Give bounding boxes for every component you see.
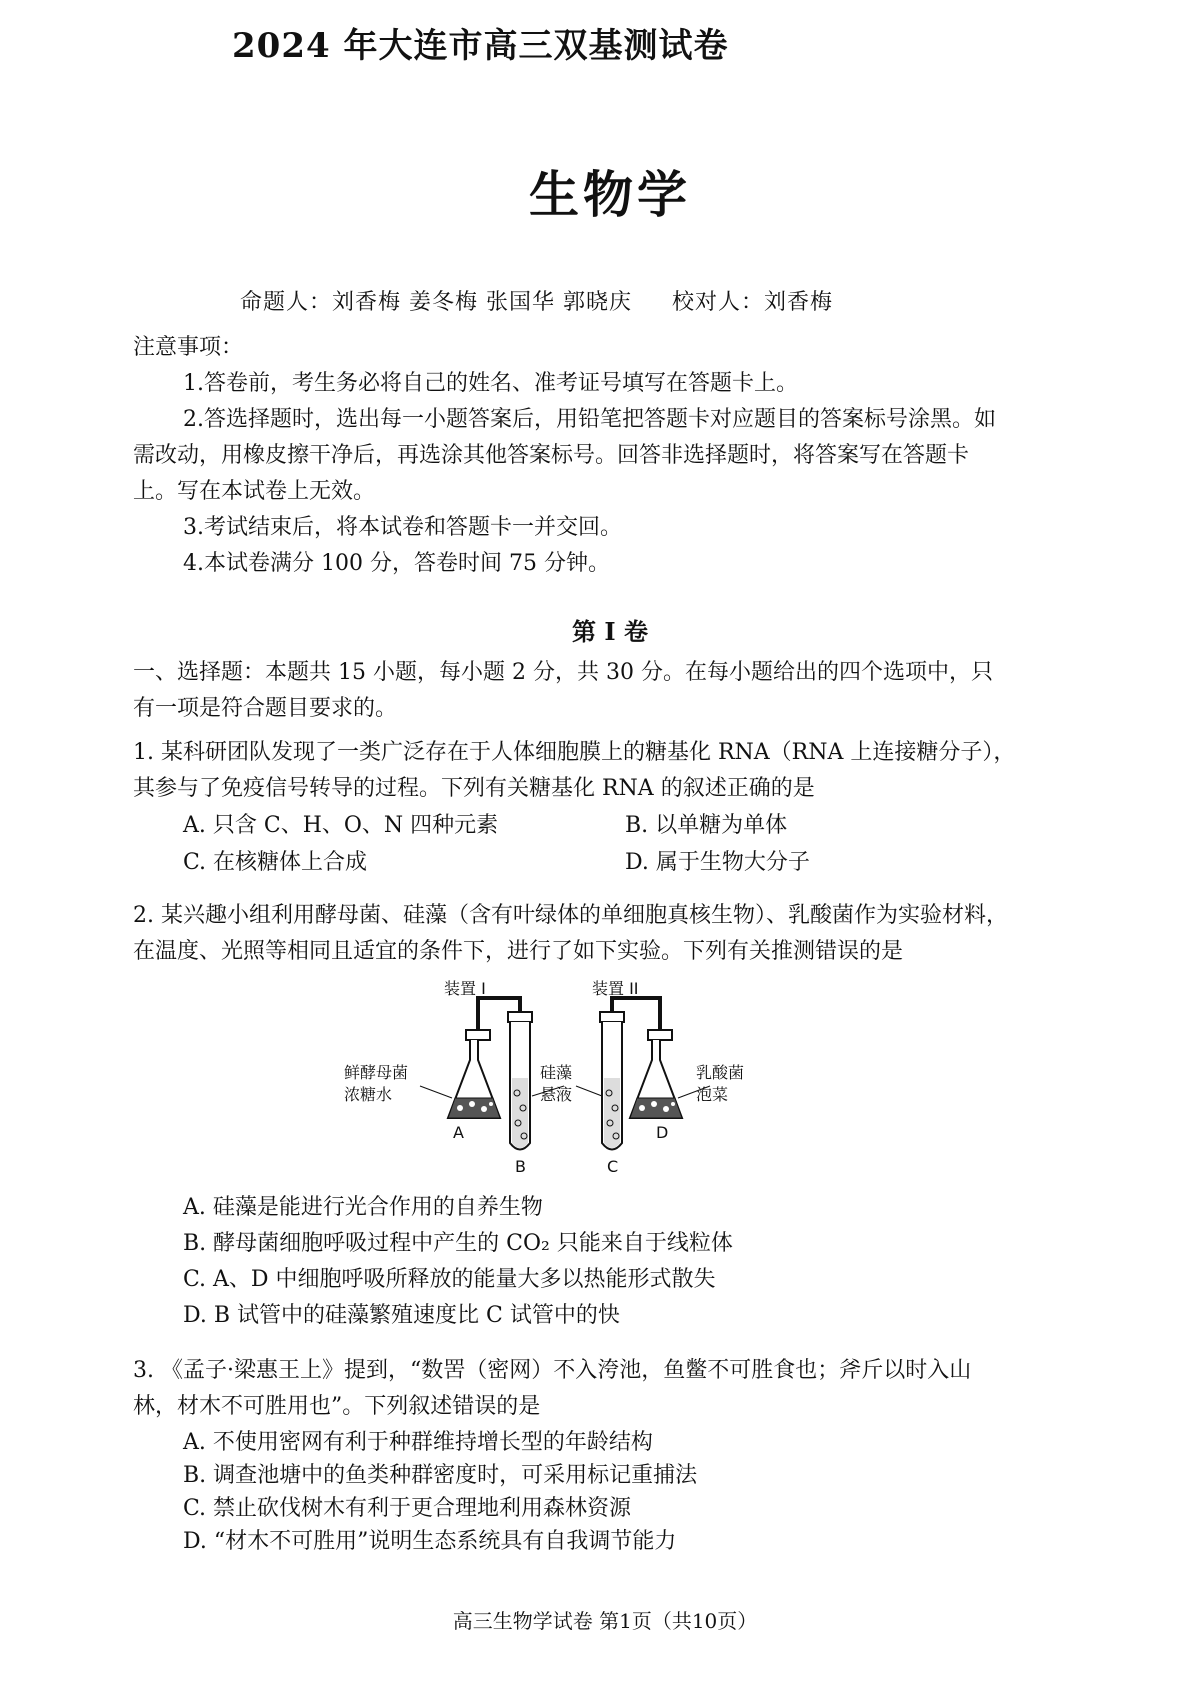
label-sugar-water: 浓糖水 [344,1085,393,1104]
label-d: D [656,1123,669,1142]
question-1-stem-line-1: 1. 某科研团队发现了一类广泛存在于人体细胞膜上的糖基化 RNA（RNA 上连接糖分子）， [133,740,1016,765]
test-tube-c [600,1012,624,1150]
question-3-stem-line-1: 3. 《孟子·梁惠王上》提到，“数罟（密网）不入洿池，鱼鳖不可胜食也；斧斤以时入山 [133,1358,972,1383]
question-3-option-c: C. 禁止砍伐树木有利于更合理地利用森林资源 [183,1496,632,1521]
notice-heading: 注意事项： [133,335,244,360]
question-1-option-c: C. 在核糖体上合成 [183,850,368,875]
authors-label: 命题人：刘香梅 姜冬梅 张国华 郭晓庆 [240,290,632,315]
notice-item-4: 4.本试卷满分 100 分，答卷时间 75 分钟。 [183,551,610,576]
label-suspension: 悬液 [540,1085,573,1104]
exam-title: 2024 年大连市高三双基测试卷 [232,26,729,66]
notice-item-2-line-1: 2.答选择题时，选出每一小题答案后，用铅笔把答题卡对应题目的答案标号涂黑。如 [183,407,996,432]
leader-line-c [576,1086,602,1096]
question-2-stem-line-1: 2. 某兴趣小组利用酵母菌、硅藻（含有叶绿体的单细胞真核生物）、乳酸菌作为实验材料， [133,903,1008,928]
device-2-label: 装置 II [592,979,639,998]
question-3-option-a: A. 不使用密网有利于种群维持增长型的年龄结构 [183,1430,653,1455]
page-footer: 高三生物学试卷 第1页（共10页） [452,1609,758,1633]
notice-item-2-line-3: 上。写在本试卷上无效。 [133,479,376,504]
label-b: B [515,1157,526,1176]
label-diatom: 硅藻 [540,1063,573,1082]
device-1-label: 装置 I [444,979,486,998]
notice-item-1: 1.答卷前，考生务必将自己的姓名、准考证号填写在答题卡上。 [183,371,798,396]
question-1-option-d: D. 属于生物大分子 [625,850,810,875]
question-3-option-d: D. “材木不可胜用”说明生态系统具有自我调节能力 [183,1529,677,1554]
label-fresh-yeast: 鲜酵母菌 [344,1063,409,1082]
label-c: C [607,1157,619,1176]
notice-item-3: 3.考试结束后，将本试卷和答题卡一并交回。 [183,515,622,540]
question-2-option-a: A. 硅藻是能进行光合作用的自养生物 [183,1195,543,1220]
question-1-option-b: B. 以单糖为单体 [625,813,788,838]
notice-item-2-line-2: 需改动，用橡皮擦干净后，再选涂其他答案标号。回答非选择题时，将答案写在答题卡 [133,443,970,468]
question-3-stem-line-2: 林，材木不可胜用也”。下列叙述错误的是 [133,1394,541,1419]
section-instructions-line-1: 一、选择题：本题共 15 小题，每小题 2 分，共 30 分。在每小题给出的四个选项中，只 [133,660,993,685]
subject-title: 生物学 [529,165,691,224]
flask-a [448,1030,500,1118]
label-a: A [453,1123,464,1142]
test-tube-b [508,1012,532,1150]
apparatus-diagram [344,978,820,1178]
label-lactic-bacteria: 乳酸菌 [696,1063,745,1082]
question-2-option-d: D. B 试管中的硅藻繁殖速度比 C 试管中的快 [183,1303,620,1328]
label-pickles: 泡菜 [696,1085,729,1104]
question-1-stem-line-2: 其参与了免疫信号转导的过程。下列有关糖基化 RNA 的叙述正确的是 [133,776,815,801]
question-1-option-a: A. 只含 C、H、O、N 四种元素 [183,813,499,838]
question-2-option-c: C. A、D 中细胞呼吸所释放的能量大多以热能形式散失 [183,1267,716,1292]
leader-line-a [420,1086,452,1098]
question-3-option-b: B. 调查池塘中的鱼类种群密度时，可采用标记重捕法 [183,1463,698,1488]
experiment-apparatus-figure [344,978,820,1178]
question-2-stem-line-2: 在温度、光照等相同且适宜的条件下，进行了如下实验。下列有关推测错误的是 [133,939,904,964]
flask-d [630,1030,682,1118]
volume-title: 第 I 卷 [572,617,648,646]
checker-label: 校对人：刘香梅 [671,290,833,315]
authors-line [240,285,833,316]
section-instructions-line-2: 有一项是符合题目要求的。 [133,696,398,721]
question-2-option-b: B. 酵母菌细胞呼吸过程中产生的 CO₂ 只能来自于线粒体 [183,1231,733,1256]
